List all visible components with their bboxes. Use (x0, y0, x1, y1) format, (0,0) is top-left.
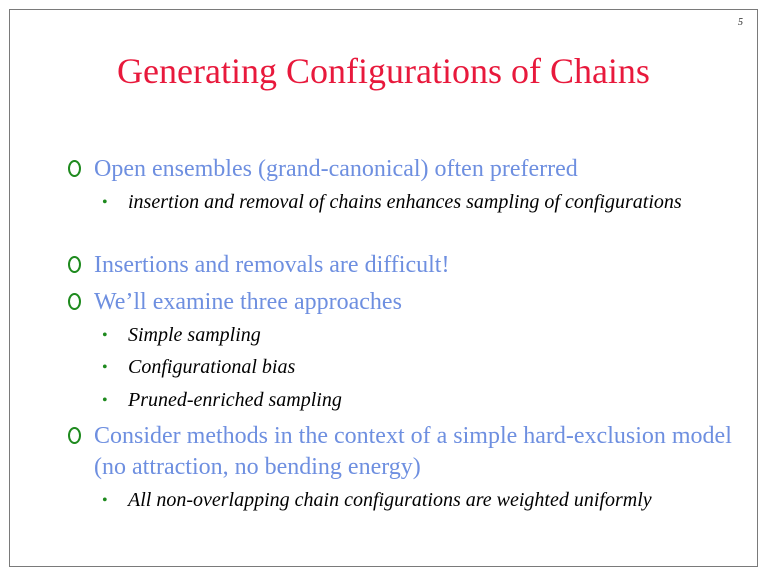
page-number: 5 (738, 17, 743, 28)
bullet-text: Insertions and removals are difficult! (94, 252, 450, 278)
dot-bullet-icon: • (102, 392, 108, 409)
sub-bullet-text: Simple sampling (128, 324, 261, 346)
bullet-text: Consider methods in the context of a simple hard-exclusion model (no attraction, no bending energy) (94, 423, 732, 480)
sub-bullet-item (102, 189, 728, 216)
hollow-circle-bullet-icon (68, 160, 81, 177)
hollow-circle-bullet-icon (68, 427, 81, 444)
dot-bullet-icon: • (102, 359, 108, 376)
bullet-item (94, 154, 734, 185)
sub-bullet-item (102, 322, 728, 349)
slide-title: Generating Configurations of Chains (117, 51, 650, 91)
sub-bullet-text: Pruned-enriched sampling (128, 389, 342, 411)
sub-bullet-item (102, 354, 728, 381)
sub-bullet-item (102, 487, 728, 514)
bullet-item (94, 287, 734, 318)
bullet-list (10, 10, 757, 566)
sub-bullet-item (102, 387, 728, 414)
hollow-circle-bullet-icon (68, 256, 81, 273)
dot-bullet-icon: • (102, 327, 108, 344)
sub-bullet-text: insertion and removal of chains enhances sampling of configurations (128, 191, 682, 213)
hollow-circle-bullet-icon (68, 293, 81, 310)
bullet-text: We’ll examine three approaches (94, 289, 402, 315)
slide (9, 9, 758, 567)
sub-bullet-text: Configurational bias (128, 356, 296, 378)
dot-bullet-icon: • (102, 194, 108, 211)
dot-bullet-icon: • (102, 492, 108, 509)
bullet-item (94, 250, 734, 281)
sub-bullet-text: All non-overlapping chain configurations are weighted uniformly (128, 489, 652, 511)
bullet-item (94, 421, 734, 483)
bullet-text: Open ensembles (grand-canonical) often preferred (94, 156, 578, 182)
